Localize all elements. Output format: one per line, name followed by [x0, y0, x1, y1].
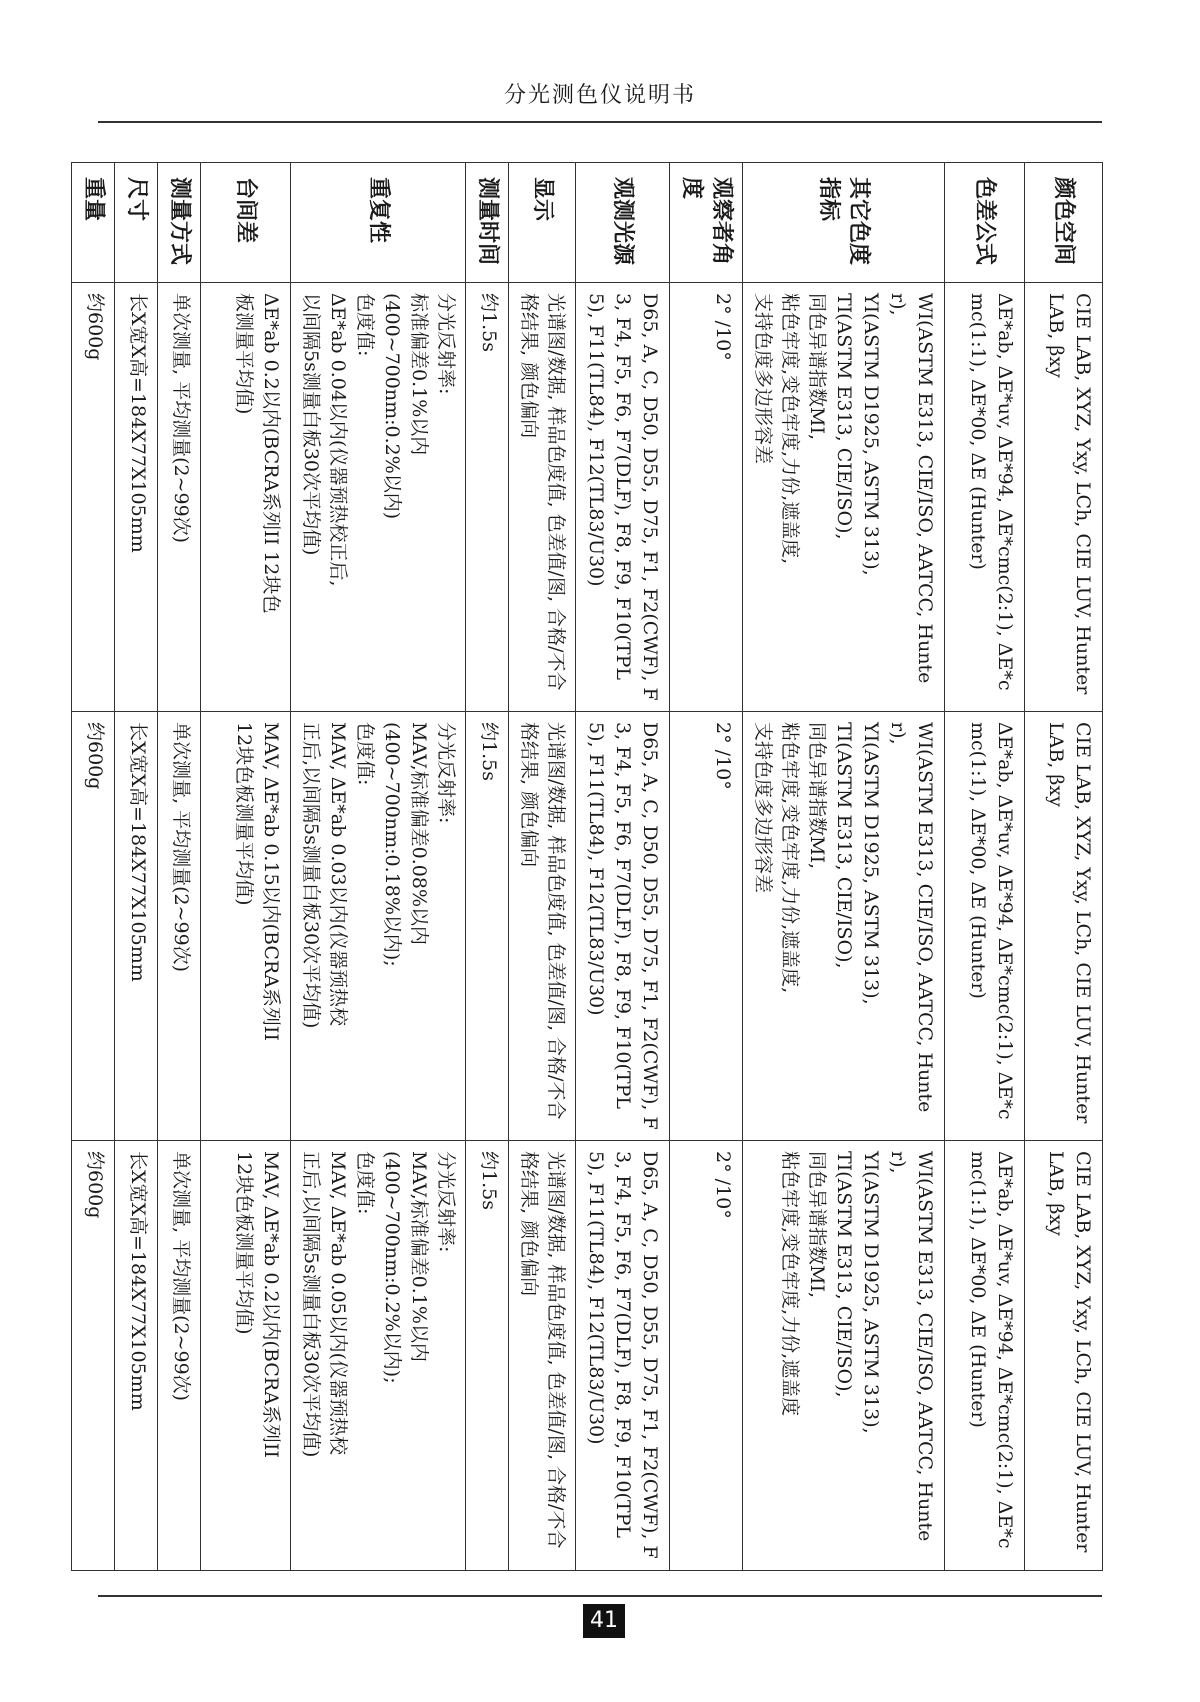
cell-value: WI(ASTM E313, CIE/ISO, AATCC, Hunter), YI(ASTM D1925, ASTM 313), TI(ASTM E313, CIE/ISO), 同色异谱指数MI, 粘色牢度,变色牢度,力份,遮盖度 — [743, 1141, 945, 1571]
row-label: 颜色空间 — [1025, 163, 1103, 283]
cell-value: 长X宽X高=184X77X105mm — [115, 283, 158, 712]
row-label: 重复性 — [291, 163, 466, 283]
cell-value: 约1.5s — [466, 712, 509, 1141]
row-label: 色差公式 — [945, 163, 1025, 283]
spec-table-body — [72, 163, 1103, 1571]
cell-value: 约1.5s — [466, 1141, 509, 1571]
row-label: 其它色度 指标 — [743, 163, 945, 283]
cell-value: 长X宽X高=184X77X105mm — [115, 1141, 158, 1571]
cell-value: 长X宽X高=184X77X105mm — [115, 712, 158, 1141]
cell-value: 分光反射率: MAV,标准偏差0.08%以内 (400~700nm:0.18%以内); 色度值: MAV, ΔE*ab 0.03以内(仪器预热校 正后,以间隔5s测量白板30次平均值) — [291, 712, 466, 1141]
page-title: 分光测色仪说明书 — [503, 83, 696, 108]
footer-divider — [98, 1595, 1102, 1597]
table-row — [201, 163, 291, 1571]
table-row — [158, 163, 201, 1571]
table-row — [1025, 163, 1103, 1571]
row-label: 测量方式 — [158, 163, 201, 283]
cell-value: 单次测量, 平均测量(2~99次) — [158, 712, 201, 1141]
cell-value: CIE LAB, XYZ, Yxy, LCh, CIE LUV, HunterLAB, βxy — [1025, 283, 1103, 712]
cell-value: CIE LAB, XYZ, Yxy, LCh, CIE LUV, HunterLAB, βxy — [1025, 1141, 1103, 1571]
table-row — [115, 163, 158, 1571]
cell-value: 光谱图/数据, 样品色度值, 色差值/图, 合格/不合格结果, 颜色偏向 — [509, 1141, 576, 1571]
table-row — [509, 163, 576, 1571]
table-row — [576, 163, 670, 1571]
page-number: 41 — [583, 1604, 625, 1638]
cell-value: 单次测量, 平均测量(2~99次) — [158, 1141, 201, 1571]
spec-table-rotated — [81, 162, 1103, 1570]
cell-value: ΔE*ab, ΔE*uv, ΔE*94, ΔE*cmc(2:1), ΔE*cmc(1:1), ΔE*00, ΔE (Hunter) — [945, 712, 1025, 1141]
table-row — [670, 163, 743, 1571]
spec-table — [71, 162, 1103, 1571]
cell-value: 约1.5s — [466, 283, 509, 712]
table-row — [945, 163, 1025, 1571]
cell-value: D65, A, C, D50, D55, D75, F1, F2(CWF), F3, F4, F5, F6, F7(DLF), F8, F9, F10(TPL5), F11(TL84), F12(TL83/U30) — [576, 1141, 670, 1571]
cell-value: 约600g — [72, 712, 115, 1141]
table-row — [72, 163, 115, 1571]
row-label: 观测光源 — [576, 163, 670, 283]
cell-value: 2° /10° — [670, 1141, 743, 1571]
cell-value: MAV, ΔE*ab 0.15以内(BCRA系列II 12块色板测量平均值) — [201, 712, 291, 1141]
cell-value: WI(ASTM E313, CIE/ISO, AATCC, Hunter), YI(ASTM D1925, ASTM 313), TI(ASTM E313, CIE/ISO), 同色异谱指数MI, 粘色牢度,变色牢度,力份,遮盖度, 支持色度多边形容差 — [743, 712, 945, 1141]
row-label: 重量 — [72, 163, 115, 283]
cell-value: MAV, ΔE*ab 0.2以内(BCRA系列II 12块色板测量平均值) — [201, 1141, 291, 1571]
cell-value: ΔE*ab, ΔE*uv, ΔE*94, ΔE*cmc(2:1), ΔE*cmc(1:1), ΔE*00, ΔE (Hunter) — [945, 283, 1025, 712]
row-label: 测量时间 — [466, 163, 509, 283]
cell-value: 约600g — [72, 283, 115, 712]
row-label: 尺寸 — [115, 163, 158, 283]
cell-value: D65, A, C, D50, D55, D75, F1, F2(CWF), F3, F4, F5, F6, F7(DLF), F8, F9, F10(TPL5), F11(TL84), F12(TL83/U30) — [576, 712, 670, 1141]
table-row — [466, 163, 509, 1571]
row-label: 显示 — [509, 163, 576, 283]
table-row — [743, 163, 945, 1571]
cell-value: ΔE*ab 0.2以内(BCRA系列II 12块色 板测量平均值) — [201, 283, 291, 712]
cell-value: 约600g — [72, 1141, 115, 1571]
cell-value: 光谱图/数据, 样品色度值, 色差值/图, 合格/不合格结果, 颜色偏向 — [509, 283, 576, 712]
row-label: 观察者角度 — [670, 163, 743, 283]
cell-value: 光谱图/数据, 样品色度值, 色差值/图, 合格/不合格结果, 颜色偏向 — [509, 712, 576, 1141]
cell-value: 分光反射率: MAV,标准偏差0.1%以内 (400~700nm:0.2%以内); 色度值: MAV, ΔE*ab 0.05以内(仪器预热校 正后,以间隔5s测量白板30次平均值) — [291, 1141, 466, 1571]
cell-value: ΔE*ab, ΔE*uv, ΔE*94, ΔE*cmc(2:1), ΔE*cmc(1:1), ΔE*00, ΔE (Hunter) — [945, 1141, 1025, 1571]
cell-value: 单次测量, 平均测量(2~99次) — [158, 283, 201, 712]
cell-value: CIE LAB, XYZ, Yxy, LCh, CIE LUV, HunterLAB, βxy — [1025, 712, 1103, 1141]
cell-value: D65, A, C, D50, D55, D75, F1, F2(CWF), F3, F4, F5, F6, F7(DLF), F8, F9, F10(TPL5), F11(TL84), F12(TL83/U30) — [576, 283, 670, 712]
cell-value: 分光反射率: 标准偏差0.1%以内 (400~700nm:0.2%以内) 色度值: ΔE*ab 0.04以内(仪器预热校正后, 以间隔5s测量白板30次平均值) — [291, 283, 466, 712]
spec-table-frame — [81, 162, 1103, 1570]
header-divider — [98, 121, 1102, 123]
table-row — [291, 163, 466, 1571]
cell-value: 2° /10° — [670, 712, 743, 1141]
cell-value: WI(ASTM E313, CIE/ISO, AATCC, Hunter), YI(ASTM D1925, ASTM 313), TI(ASTM E313, CIE/ISO), 同色异谱指数MI, 粘色牢度,变色牢度,力份,遮盖度, 支持色度多边形容差 — [743, 283, 945, 712]
row-label: 台间差 — [201, 163, 291, 283]
cell-value: 2° /10° — [670, 283, 743, 712]
